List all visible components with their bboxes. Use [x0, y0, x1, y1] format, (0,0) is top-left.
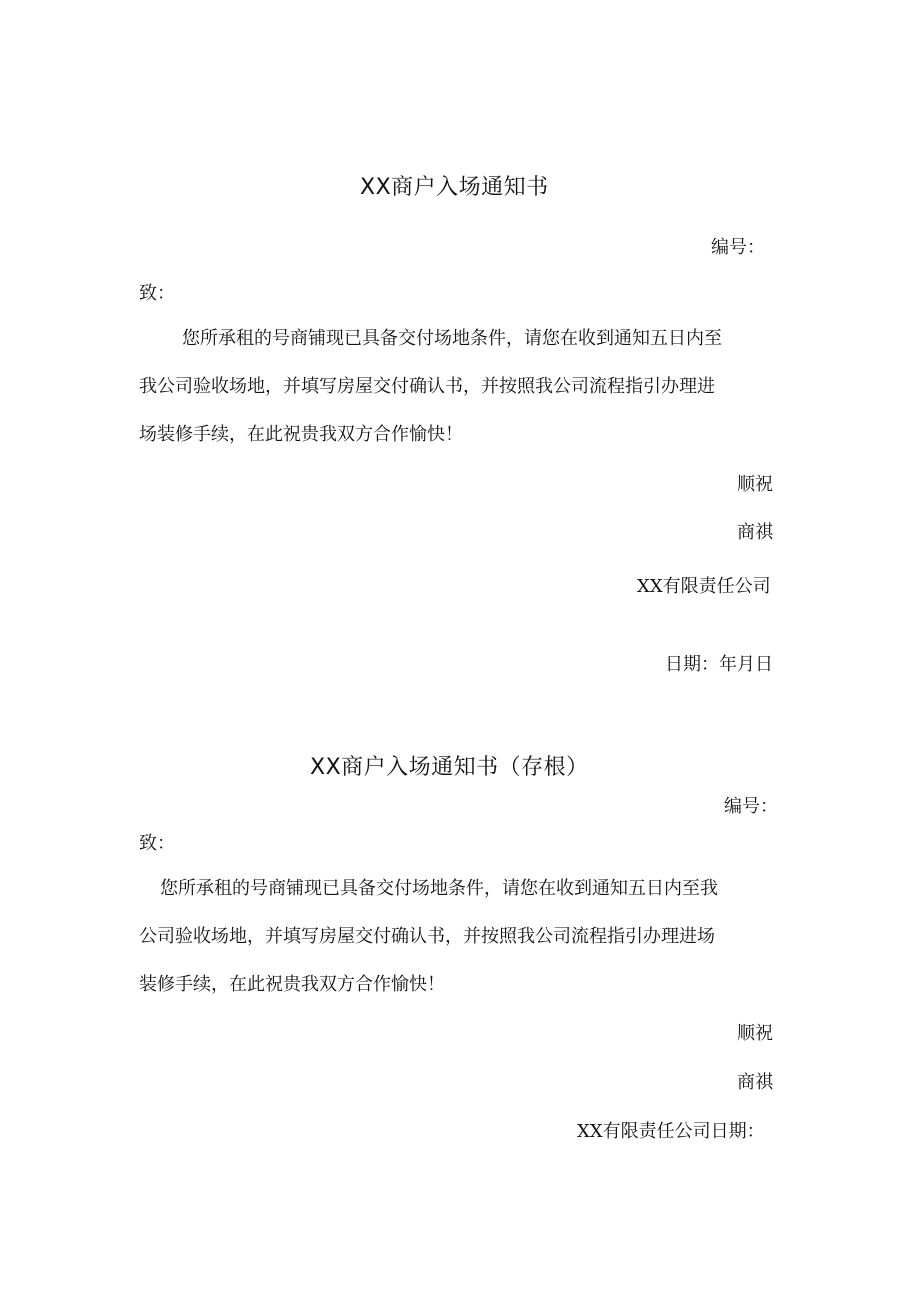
notice-body-line-3: 场装修手续，在此祝贵我双方合作愉快！	[139, 424, 463, 445]
stub-title: XX商户入场通知书（存根）	[310, 755, 589, 780]
stub-body-line-3: 装修手续，在此祝贵我双方合作愉快！	[139, 974, 445, 995]
stub-company-date-line: XX有限责任公司日期：	[577, 1121, 765, 1142]
notice-closing-blessing: 商祺	[737, 522, 773, 543]
stub-closing-greeting: 顺祝	[737, 1023, 773, 1044]
stub-recipient-label: 致：	[139, 833, 175, 854]
notice-number-label: 编号：	[711, 237, 765, 258]
notice-body-line-2: 我公司验收场地，并填写房屋交付确认书，并按照我公司流程指引办理进	[139, 376, 715, 397]
stub-closing-blessing: 商祺	[737, 1072, 773, 1093]
stub-number-label: 编号：	[724, 796, 778, 817]
notice-body-line-1: 您所承租的号商铺现已具备交付场地条件，请您在收到通知五日内至	[182, 328, 722, 349]
notice-company-name: XX有限责任公司	[637, 576, 771, 597]
notice-closing-greeting: 顺祝	[737, 474, 773, 495]
notice-recipient-label: 致：	[139, 283, 175, 304]
notice-title: XX商户入场通知书	[360, 175, 549, 200]
notice-date-line: 日期：年月日	[665, 654, 773, 675]
stub-body-line-1: 您所承租的号商铺现已具备交付场地条件，请您在收到通知五日内至我	[160, 878, 718, 899]
stub-body-line-2: 公司验收场地，并填写房屋交付确认书，并按照我公司流程指引办理进场	[139, 926, 715, 947]
